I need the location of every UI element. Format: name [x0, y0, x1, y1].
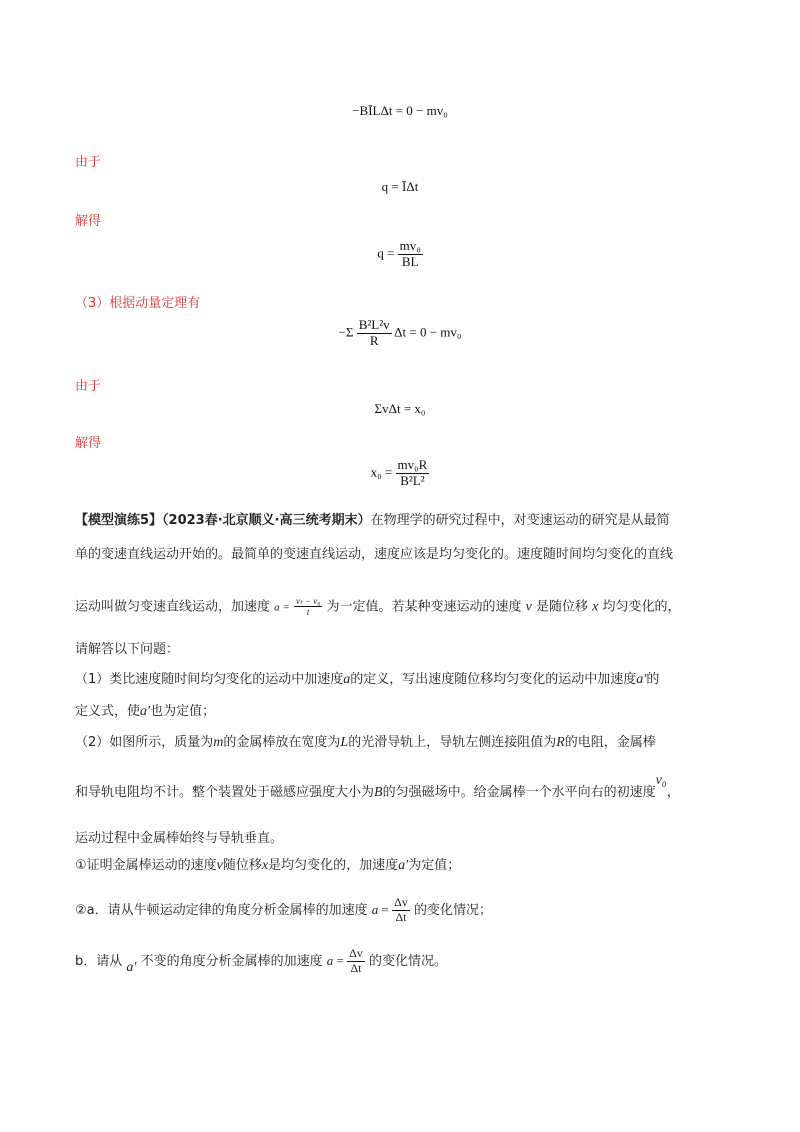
s2-text-b: 的变化情况； — [413, 902, 492, 918]
var-v: v — [216, 858, 223, 873]
problem-intro-line2: 单的变速直线运动开始的。最简单的变速直线运动，速度应该是均匀变化的。速度随时间均匀变化的直线 — [75, 547, 674, 562]
equation-momentum-average-current: −BĪLΔt = 0 − mv₀ — [352, 103, 448, 118]
var-B: B — [374, 785, 383, 800]
problem-title: 【模型演练5】（2023春·北京顺义·高三统考期末） — [75, 513, 371, 528]
eq6-numerator: mv₀R — [397, 457, 428, 472]
eq3-fraction — [398, 239, 423, 270]
q2-text-c: 的光滑导轨上，导轨左侧连接阻值为 — [348, 735, 557, 750]
q2-text-d: 的电阻，金属棒 — [564, 735, 656, 750]
var-L: L — [340, 735, 349, 750]
var-a-prime: a′ — [398, 858, 409, 873]
problem-intro-line4: 请解答以下问题： — [75, 642, 180, 657]
equation-charge-result — [0, 239, 800, 270]
var-a-prime: a′ — [636, 672, 647, 687]
eq4-lhs: −Σ — [338, 324, 354, 340]
question-1-line2 — [75, 702, 735, 722]
s1-text-b: 随位移 — [222, 858, 262, 873]
label-jiede-1: 解得 — [75, 214, 102, 229]
q2-text-a: （2）如图所示，质量为 — [75, 735, 214, 750]
accel-lhs: a = — [274, 601, 290, 614]
accel-fraction — [294, 596, 322, 618]
accel-denominator: t — [306, 607, 310, 618]
q1-text-c: 的 — [646, 672, 660, 687]
intro-text-3b: 为一定值。若某种变速运动的速度 — [326, 599, 522, 615]
eq4-rhs: Δt = 0 − mv₀ — [394, 324, 462, 340]
eq4-fraction — [357, 318, 392, 349]
s3-numerator: Δv — [349, 946, 363, 960]
q1-text-a: （1）类比速度随时间均匀变化的运动中加速度 — [75, 672, 344, 687]
question-2-line1 — [75, 733, 735, 753]
problem-intro-line3 — [75, 596, 735, 618]
eq3-numerator: mv₀ — [399, 238, 421, 253]
s2-denominator: Δt — [395, 909, 407, 924]
subquestion-2a: ②a．请从牛顿运动定律的角度分析金属棒的加速度 a = $\frac{\Delta v}{\Delta t}$ 的变化情况； — [75, 895, 492, 924]
intro-text-3a: 运动叫做匀变速直线运动，加速度 — [75, 599, 271, 615]
var-R: R — [556, 735, 565, 750]
s3-fraction — [347, 947, 365, 976]
var-a-prime: a′ — [140, 704, 151, 719]
var-a-prime: a′ — [126, 959, 137, 975]
s1-text-a: ①证明金属棒运动的速度 — [75, 858, 217, 873]
var-x: x — [592, 599, 599, 615]
eq6-denominator: B²L² — [400, 472, 425, 488]
part3-heading: （3）根据动量定理有 — [75, 296, 201, 311]
q1-text-b: 的定义，写出速度随位移均匀变化的运动中加速度 — [350, 672, 637, 687]
q2-text-f: 的匀强磁场中。给金属棒一个水平向右的初速度 — [382, 785, 656, 800]
s1-text-d: 为定值； — [408, 858, 461, 873]
var-x: x — [261, 858, 269, 873]
intro-text-3d: 均匀变化的， — [602, 599, 681, 615]
subquestion-1 — [75, 856, 735, 876]
equation-displacement-sum: ΣvΔt = x₀ — [374, 401, 426, 416]
label-jiede-2: 解得 — [75, 436, 102, 451]
subquestion-2b: b．请从 a′ 不变的角度分析金属棒的加速度 a = $\frac{\Delta v}{\Delta t}$ 的变化情况。 — [75, 946, 447, 975]
var-m: m — [213, 735, 224, 750]
q1-text-e: 也为定值； — [150, 704, 216, 719]
eq4-numerator: B²L²v — [358, 317, 390, 332]
s3-text-b: 不变的角度分析金属棒的加速度 — [140, 953, 323, 969]
var-v0: v₀ — [655, 773, 667, 788]
problem-intro-line1 — [75, 511, 735, 531]
s2-fraction — [392, 896, 410, 925]
s2-text-a: ②a．请从牛顿运动定律的角度分析金属棒的加速度 — [75, 902, 368, 918]
var-v: v — [525, 599, 532, 615]
label-youyu-2: 由于 — [75, 379, 102, 394]
intro-text-3c: 是随位移 — [536, 599, 589, 615]
s1-text-c: 是均匀变化的，加速度 — [268, 858, 399, 873]
eq6-lhs: x₀ = — [370, 464, 393, 480]
eq6-fraction — [396, 458, 430, 489]
question-2-line2 — [75, 773, 735, 803]
var-a: a — [343, 672, 351, 687]
q1-text-d: 定义式，使 — [75, 704, 141, 719]
s3-denominator: Δt — [350, 960, 362, 975]
q2-text-b: 的金属棒放在宽度为 — [223, 735, 341, 750]
q2-text-e: 和导轨电阻均不计。整个装置处于磁感应强度大小为 — [75, 785, 375, 800]
intro-text-1: 在物理学的研究过程中，对变速运动的研究是从最简 — [370, 513, 670, 528]
var-a: a — [326, 952, 334, 968]
question-2-line3: 运动过程中金属棒始终与导轨垂直。 — [75, 831, 284, 846]
eq3-lhs: q = — [377, 245, 395, 261]
equation-displacement-result — [0, 458, 800, 489]
s3-text-a: b．请从 — [75, 953, 123, 969]
eq4-denominator: R — [369, 332, 379, 348]
s3-text-c: 的变化情况。 — [368, 953, 447, 969]
q2-text-g: ， — [666, 785, 680, 800]
question-1-line1 — [75, 670, 735, 690]
var-a: a — [371, 901, 379, 917]
label-youyu-1: 由于 — [75, 155, 102, 170]
equation-momentum-sum — [0, 318, 800, 349]
accel-numerator: vₜ − v₀ — [295, 596, 321, 606]
eq3-denominator: BL — [401, 253, 419, 269]
s2-numerator: Δv — [394, 895, 408, 909]
equation-charge: q = ĪΔt — [381, 179, 419, 194]
